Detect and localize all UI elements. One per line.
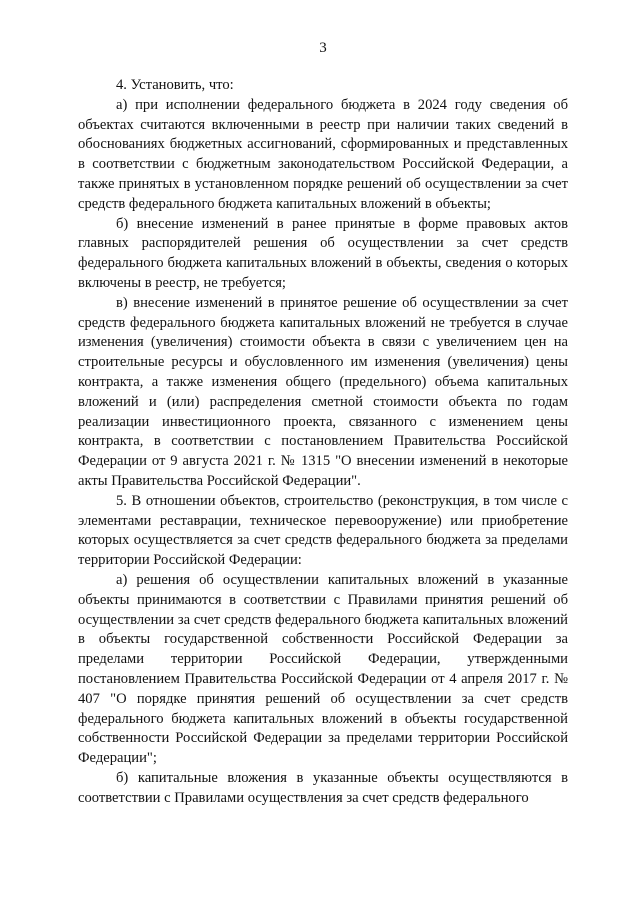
paragraph-5a: а) решения об осуществлении капитальных вложений в указанные объекты принимаются в соответствии с Правилами принятия решений об осуществлении за счет средств федерального бюджета капитальных вложений в объекты государственной собственности Российской Федерации за пределами территории Российской Федерации, утвержденными постановлением Правительства Российской Федерации от 4 апреля 2017 г. № 407 "О порядке принятия решений об осуществлении за счет средств федерального бюджета капитальных вложений в объекты государственной собственности Российской Федерации за пределами территории Российской Федерации"; [78, 571, 568, 767]
document-page [78, 38, 568, 808]
page-number: 3 [319, 40, 327, 56]
paragraph-4c: в) внесение изменений в принятое решение об осуществлении за счет средств федерального бюджета капитальных вложений не требуется в случае изменения (увеличения) стоимости объекта в связи с увеличением цен на строительные ресурсы и обусловленного им изменения (увеличения) цены контракта, а также изменения общего (предельного) объема капитальных вложений и (или) распределения сметной стоимости объекта по годам реализации инвестиционного проекта, связанного с изменением цены контракта, в соответствии с постановлением Правительства Российской Федерации от 9 августа 2021 г. № 1315 "О внесении изменений в некоторые акты Правительства Российской Федерации". [78, 294, 568, 489]
paragraph-4b: б) внесение изменений в ранее принятые в форме правовых актов главных распорядителей решения об осуществлении за счет средств федерального бюджета капитальных вложений в объекты, сведения о которых включены в реестр, не требуется; [78, 215, 568, 291]
paragraph-4a: а) при исполнении федерального бюджета в 2024 году сведения об объектах считаются включенными в реестр при наличии таких сведений в обоснованиях бюджетных ассигнований, сформированных и представленных в соответствии с бюджетным законодательством Российской Федерации, а также принятых в установленном порядке решений об осуществлении за счет средств федерального бюджета капитальных вложений в объекты; [78, 96, 568, 212]
paragraph-5b: б) капитальные вложения в указанные объекты осуществляются в соответствии с Правилами осуществления за счет средств федерального [78, 769, 568, 806]
paragraph-4-intro: 4. Установить, что: [116, 77, 234, 93]
paragraph-5-intro: 5. В отношении объектов, строительство (реконструкция, в том числе с элементами реставрации, техническое перевооружение) или приобретение которых осуществляется за счет средств федерального бюджета за пределами территории Российской Федерации: [78, 492, 568, 569]
